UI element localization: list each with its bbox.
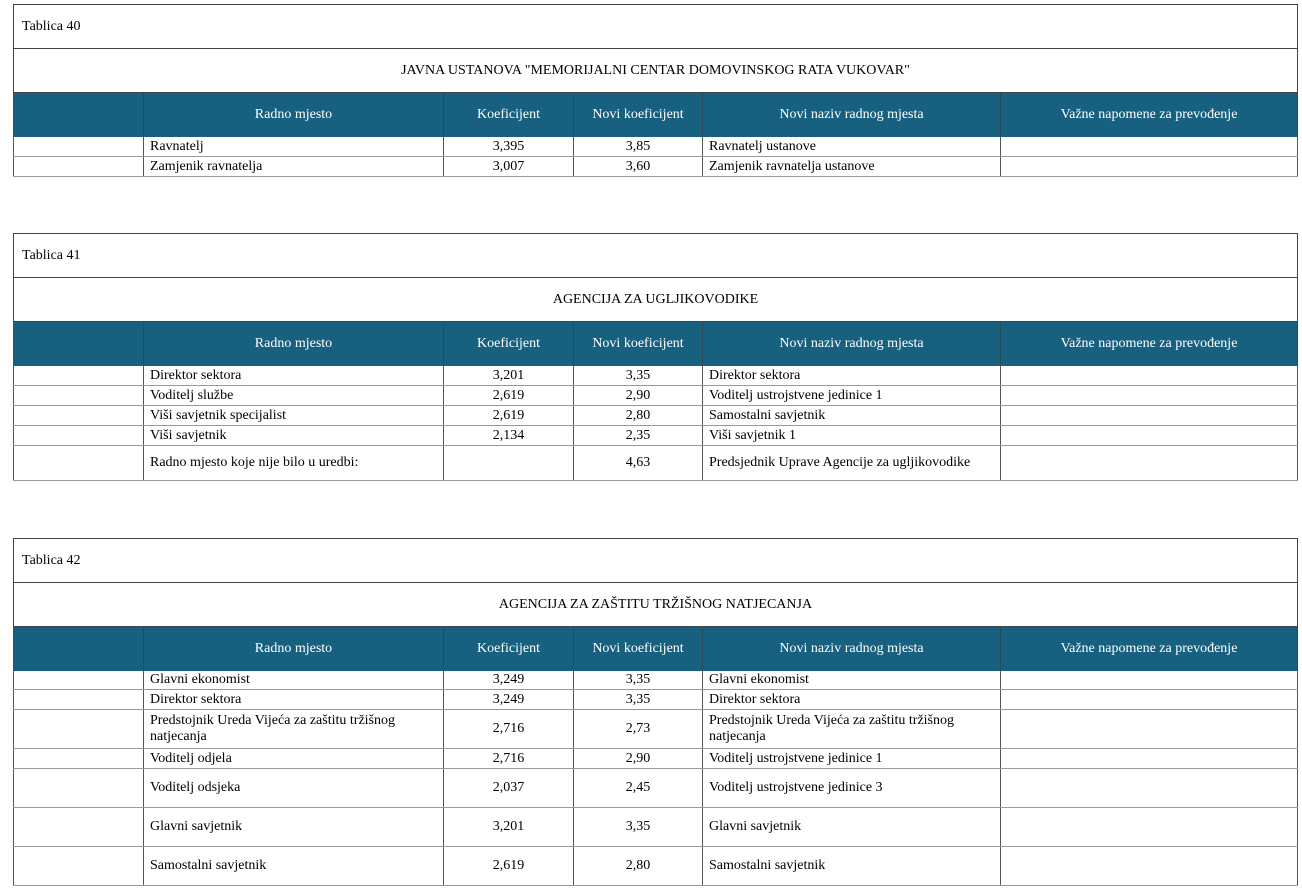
new-job-title-cell: Direktor sektora	[703, 366, 1001, 386]
empty-cell	[14, 366, 144, 386]
column-header: Važne napomene za prevođenje	[1001, 322, 1298, 366]
new-job-title-cell: Predstojnik Ureda Vijeća za zaštitu tržišnog natjecanja	[703, 710, 1001, 749]
new-job-title-cell: Direktor sektora	[703, 690, 1001, 710]
table-caption: Tablica 42	[14, 539, 1298, 583]
new-coefficient-cell: 3,35	[574, 366, 703, 386]
table-row	[14, 671, 1298, 690]
coefficient-cell: 2,619	[444, 847, 574, 886]
organization-title: AGENCIJA ZA ZAŠTITU TRŽIŠNOG NATJECANJA	[14, 583, 1298, 627]
new-coefficient-cell: 3,35	[574, 808, 703, 847]
job-title-cell: Direktor sektora	[144, 690, 444, 710]
new-job-title-cell: Predsjednik Uprave Agencije za ugljikovodike	[703, 446, 1001, 481]
notes-cell	[1001, 446, 1298, 481]
column-header: Važne napomene za prevođenje	[1001, 627, 1298, 671]
notes-cell	[1001, 710, 1298, 749]
table-row	[14, 710, 1298, 749]
notes-cell	[1001, 671, 1298, 690]
column-header: Novi naziv radnog mjesta	[703, 93, 1001, 137]
notes-cell	[1001, 406, 1298, 426]
new-coefficient-cell: 2,90	[574, 749, 703, 769]
job-title-cell: Glavni ekonomist	[144, 671, 444, 690]
table-row	[14, 137, 1298, 157]
job-title-cell: Predstojnik Ureda Vijeća za zaštitu tržišnog natjecanja	[144, 710, 444, 749]
coefficient-cell: 3,249	[444, 690, 574, 710]
new-job-title-cell: Zamjenik ravnatelja ustanove	[703, 157, 1001, 177]
job-title-cell: Voditelj službe	[144, 386, 444, 406]
new-coefficient-cell: 2,45	[574, 769, 703, 808]
column-header: Novi naziv radnog mjesta	[703, 322, 1001, 366]
job-title-cell: Radno mjesto koje nije bilo u uredbi:	[144, 446, 444, 481]
column-header: Važne napomene za prevođenje	[1001, 93, 1298, 137]
column-header: Novi koeficijent	[574, 322, 703, 366]
new-coefficient-cell: 2,90	[574, 386, 703, 406]
table-row	[14, 366, 1298, 386]
column-header: Novi koeficijent	[574, 627, 703, 671]
empty-cell	[14, 386, 144, 406]
job-title-cell: Ravnatelj	[144, 137, 444, 157]
new-job-title-cell: Voditelj ustrojstvene jedinice 1	[703, 749, 1001, 769]
new-coefficient-cell: 2,80	[574, 847, 703, 886]
table-tablica-42	[13, 538, 1298, 886]
new-job-title-cell: Viši savjetnik 1	[703, 426, 1001, 446]
table-row	[14, 690, 1298, 710]
coefficient-cell: 2,716	[444, 749, 574, 769]
column-header: Novi naziv radnog mjesta	[703, 627, 1001, 671]
table-caption: Tablica 40	[14, 5, 1298, 49]
notes-cell	[1001, 386, 1298, 406]
new-coefficient-cell: 3,85	[574, 137, 703, 157]
column-header	[14, 322, 144, 366]
table-tablica-40	[13, 4, 1298, 177]
new-job-title-cell: Glavni savjetnik	[703, 808, 1001, 847]
empty-cell	[14, 446, 144, 481]
column-header: Radno mjesto	[144, 627, 444, 671]
new-job-title-cell: Voditelj ustrojstvene jedinice 3	[703, 769, 1001, 808]
empty-cell	[14, 710, 144, 749]
coefficient-cell: 2,037	[444, 769, 574, 808]
column-header: Radno mjesto	[144, 93, 444, 137]
new-job-title-cell: Glavni ekonomist	[703, 671, 1001, 690]
empty-cell	[14, 690, 144, 710]
table-caption: Tablica 41	[14, 234, 1298, 278]
organization-title: JAVNA USTANOVA "MEMORIJALNI CENTAR DOMOVINSKOG RATA VUKOVAR"	[14, 49, 1298, 93]
empty-cell	[14, 137, 144, 157]
coefficient-cell: 3,249	[444, 671, 574, 690]
organization-title: AGENCIJA ZA UGLJIKOVODIKE	[14, 278, 1298, 322]
notes-cell	[1001, 847, 1298, 886]
coefficient-cell: 2,716	[444, 710, 574, 749]
column-header: Koeficijent	[444, 322, 574, 366]
new-job-title-cell: Voditelj ustrojstvene jedinice 1	[703, 386, 1001, 406]
notes-cell	[1001, 426, 1298, 446]
column-header: Koeficijent	[444, 627, 574, 671]
job-title-cell: Direktor sektora	[144, 366, 444, 386]
empty-cell	[14, 671, 144, 690]
job-title-cell: Viši savjetnik specijalist	[144, 406, 444, 426]
new-coefficient-cell: 3,35	[574, 671, 703, 690]
new-coefficient-cell: 3,60	[574, 157, 703, 177]
empty-cell	[14, 808, 144, 847]
empty-cell	[14, 847, 144, 886]
table-row	[14, 446, 1298, 481]
notes-cell	[1001, 366, 1298, 386]
job-title-cell: Glavni savjetnik	[144, 808, 444, 847]
coefficient-cell: 3,395	[444, 137, 574, 157]
coefficient-cell: 3,201	[444, 366, 574, 386]
table-row	[14, 808, 1298, 847]
new-job-title-cell: Samostalni savjetnik	[703, 406, 1001, 426]
empty-cell	[14, 426, 144, 446]
table-tablica-41	[13, 233, 1298, 481]
notes-cell	[1001, 749, 1298, 769]
column-header: Novi koeficijent	[574, 93, 703, 137]
new-job-title-cell: Samostalni savjetnik	[703, 847, 1001, 886]
job-title-cell: Samostalni savjetnik	[144, 847, 444, 886]
empty-cell	[14, 769, 144, 808]
column-header	[14, 93, 144, 137]
empty-cell	[14, 157, 144, 177]
coefficient-cell	[444, 446, 574, 481]
empty-cell	[14, 406, 144, 426]
new-coefficient-cell: 4,63	[574, 446, 703, 481]
table-row	[14, 769, 1298, 808]
new-job-title-cell: Ravnatelj ustanove	[703, 137, 1001, 157]
coefficient-cell: 2,134	[444, 426, 574, 446]
column-header: Radno mjesto	[144, 322, 444, 366]
coefficient-cell: 2,619	[444, 386, 574, 406]
notes-cell	[1001, 157, 1298, 177]
column-header	[14, 627, 144, 671]
notes-cell	[1001, 137, 1298, 157]
new-coefficient-cell: 2,35	[574, 426, 703, 446]
job-title-cell: Voditelj odsjeka	[144, 769, 444, 808]
notes-cell	[1001, 808, 1298, 847]
table-row	[14, 749, 1298, 769]
new-coefficient-cell: 3,35	[574, 690, 703, 710]
job-title-cell: Viši savjetnik	[144, 426, 444, 446]
table-row	[14, 426, 1298, 446]
coefficient-cell: 2,619	[444, 406, 574, 426]
job-title-cell: Zamjenik ravnatelja	[144, 157, 444, 177]
table-row	[14, 386, 1298, 406]
coefficient-cell: 3,007	[444, 157, 574, 177]
job-title-cell: Voditelj odjela	[144, 749, 444, 769]
column-header: Koeficijent	[444, 93, 574, 137]
notes-cell	[1001, 690, 1298, 710]
new-coefficient-cell: 2,80	[574, 406, 703, 426]
new-coefficient-cell: 2,73	[574, 710, 703, 749]
notes-cell	[1001, 769, 1298, 808]
table-row	[14, 847, 1298, 886]
table-row	[14, 157, 1298, 177]
coefficient-cell: 3,201	[444, 808, 574, 847]
table-row	[14, 406, 1298, 426]
empty-cell	[14, 749, 144, 769]
